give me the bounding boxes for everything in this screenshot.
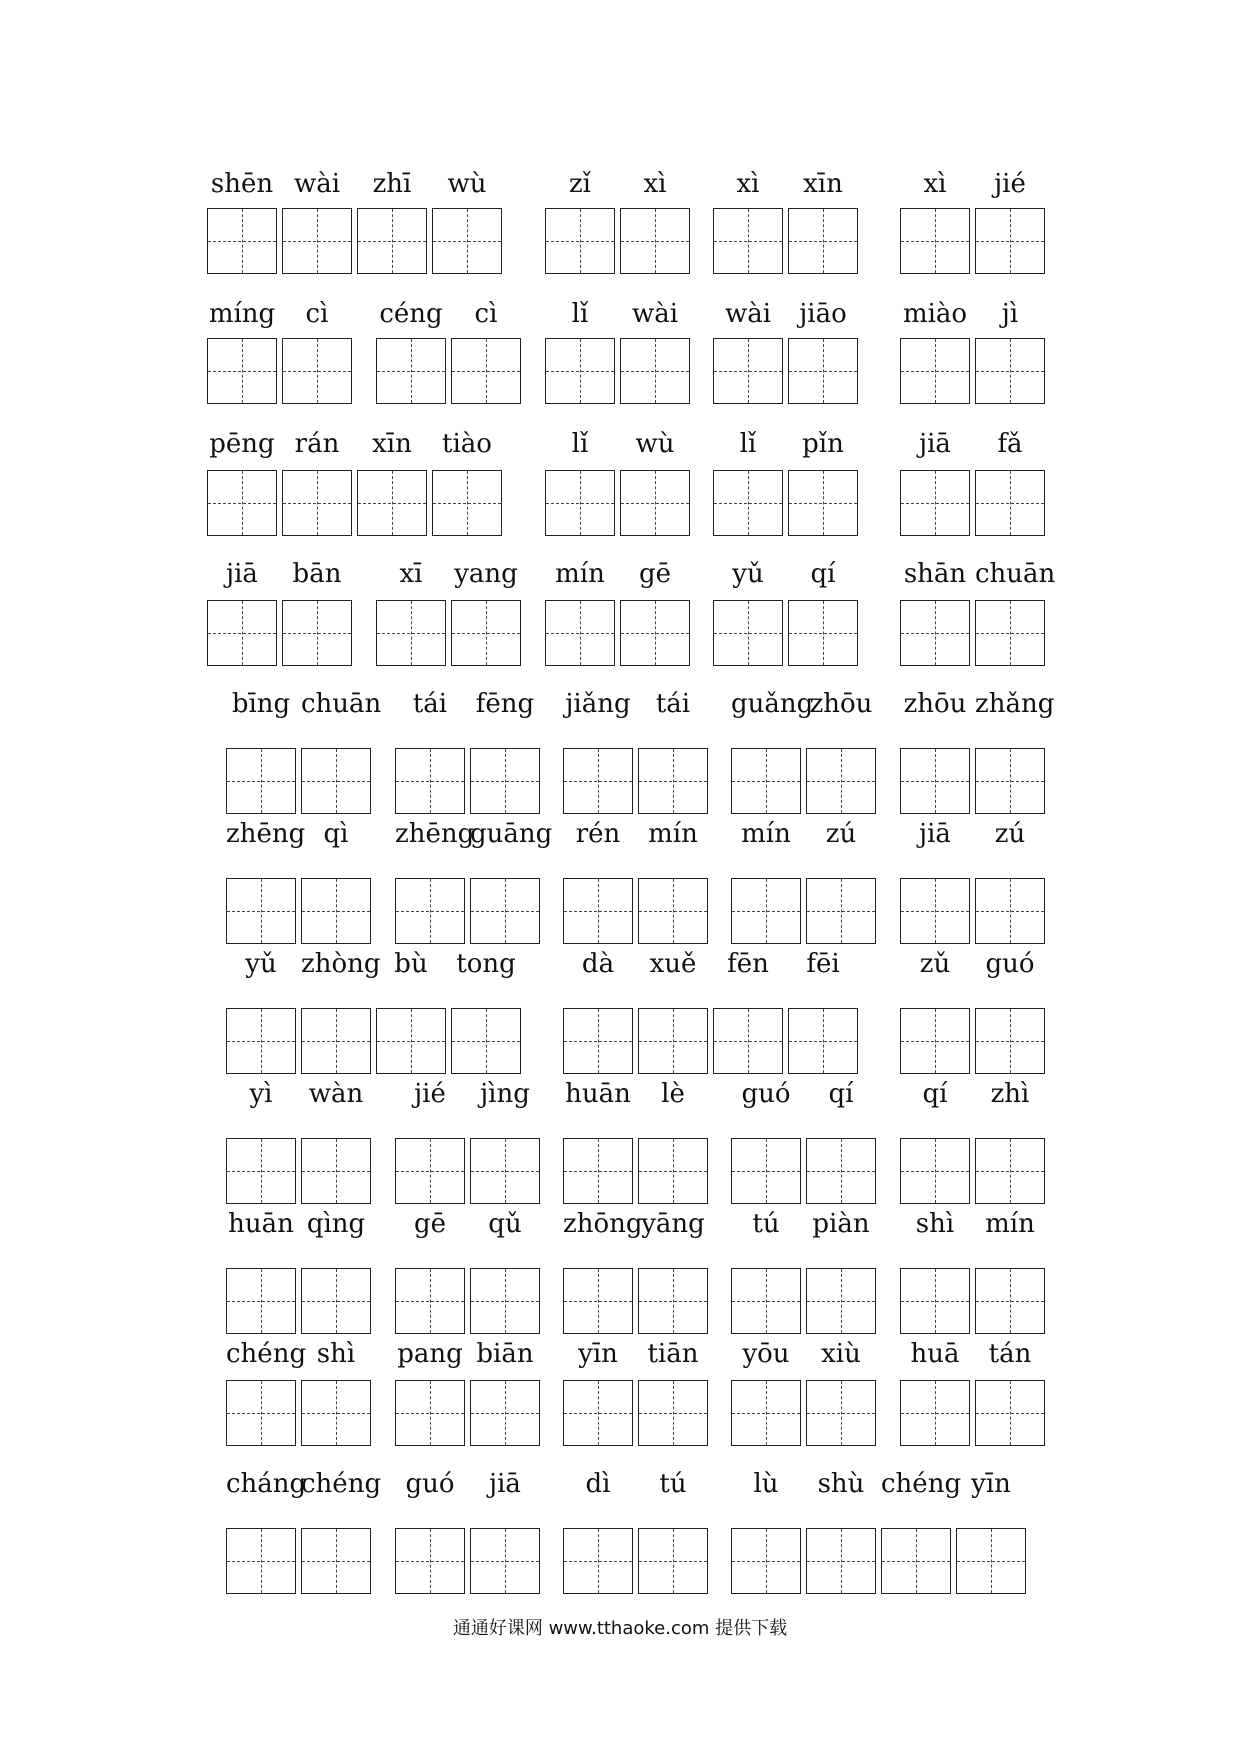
writing-grid-cell[interactable] <box>301 1138 371 1204</box>
writing-grid-cell[interactable] <box>470 1528 540 1594</box>
writing-grid-cell[interactable] <box>638 1380 708 1446</box>
writing-grid-cell[interactable] <box>713 208 783 274</box>
writing-grid-cell[interactable] <box>563 1268 633 1334</box>
writing-grid-cell[interactable] <box>900 748 970 814</box>
pinyin-label: yīn <box>578 1339 618 1369</box>
writing-grid-cell[interactable] <box>563 1380 633 1446</box>
pinyin-label: jiā <box>919 819 951 849</box>
writing-grid-cell[interactable] <box>563 748 633 814</box>
pinyin-label: yāng <box>641 1209 705 1239</box>
writing-grid-cell[interactable] <box>638 878 708 944</box>
writing-grid-cell[interactable] <box>563 1528 633 1594</box>
writing-grid-cell[interactable] <box>975 748 1045 814</box>
pinyin-label: yì <box>249 1079 273 1109</box>
writing-grid-cell[interactable] <box>638 1268 708 1334</box>
writing-grid-cell[interactable] <box>470 878 540 944</box>
pinyin-label: míng <box>208 299 276 329</box>
writing-grid-cell[interactable] <box>395 878 465 944</box>
writing-grid-cell[interactable] <box>975 338 1045 404</box>
pinyin-label: xī <box>399 559 423 589</box>
writing-grid-cell[interactable] <box>900 600 970 666</box>
writing-grid-cell[interactable] <box>731 878 801 944</box>
writing-grid-cell[interactable] <box>638 1138 708 1204</box>
pinyin-label: chéng <box>301 1469 382 1499</box>
pinyin-label: cì <box>474 299 498 329</box>
writing-grid-cell[interactable] <box>900 1380 970 1446</box>
pinyin-label: wù <box>635 429 675 459</box>
pinyin-label: zhōu <box>809 689 873 719</box>
writing-grid-cell[interactable] <box>301 1268 371 1334</box>
writing-grid-cell[interactable] <box>282 600 352 666</box>
pinyin-label: shù <box>817 1469 865 1499</box>
pinyin-label: dì <box>585 1469 611 1499</box>
writing-grid-cell[interactable] <box>357 470 427 536</box>
writing-grid-cell[interactable] <box>975 1380 1045 1446</box>
word-row <box>0 1464 1240 1594</box>
writing-grid-cell[interactable] <box>395 1138 465 1204</box>
writing-grid-cell[interactable] <box>731 1268 801 1334</box>
pinyin-label: jié <box>414 1079 446 1109</box>
writing-grid-cell[interactable] <box>282 208 352 274</box>
pinyin-label: fēng <box>475 689 535 719</box>
pinyin-label: qì <box>323 819 349 849</box>
pinyin-label: yǔ <box>245 949 277 979</box>
writing-grid-cell[interactable] <box>731 748 801 814</box>
pinyin-label: jiā <box>226 559 258 589</box>
writing-grid-cell[interactable] <box>563 1008 633 1074</box>
writing-grid-cell[interactable] <box>470 1380 540 1446</box>
writing-grid-cell[interactable] <box>881 1528 951 1594</box>
writing-grid-cell[interactable] <box>900 338 970 404</box>
pinyin-label: qìng <box>306 1209 366 1239</box>
pinyin-label: lù <box>753 1469 779 1499</box>
pinyin-label: fēn <box>727 949 769 979</box>
writing-grid-cell[interactable] <box>975 470 1045 536</box>
writing-grid-cell[interactable] <box>226 1380 296 1446</box>
writing-grid-cell[interactable] <box>207 470 277 536</box>
writing-grid-cell[interactable] <box>731 1528 801 1594</box>
pinyin-label: guó <box>405 1469 455 1499</box>
pinyin-label: huān <box>228 1209 294 1239</box>
pinyin-label: tiān <box>647 1339 699 1369</box>
pinyin-label: chéng <box>226 1339 307 1369</box>
pinyin-label: zhōng <box>563 1209 643 1239</box>
pinyin-label: zhì <box>990 1079 1030 1109</box>
writing-grid-cell[interactable] <box>395 1380 465 1446</box>
pinyin-label: miào <box>902 299 968 329</box>
pinyin-label: lǐ <box>571 299 589 329</box>
pinyin-label: zhēng <box>226 819 306 849</box>
writing-grid-cell[interactable] <box>900 1138 970 1204</box>
pinyin-label: pǐn <box>802 429 844 459</box>
writing-grid-cell[interactable] <box>900 470 970 536</box>
word-row <box>0 1334 1240 1446</box>
writing-grid-cell[interactable] <box>620 338 690 404</box>
pinyin-label: cì <box>305 299 329 329</box>
pinyin-label: tiào <box>442 429 492 459</box>
footer-credit: 通通好课网 www.tthaoke.com 提供下载 <box>452 1618 788 1639</box>
pinyin-label: guāng <box>470 819 553 849</box>
writing-grid-cell[interactable] <box>357 208 427 274</box>
word-row <box>0 814 1240 944</box>
word-row <box>0 684 1240 814</box>
pinyin-label: bān <box>292 559 342 589</box>
writing-grid-cell[interactable] <box>301 878 371 944</box>
pinyin-label: shì <box>915 1209 955 1239</box>
writing-grid-cell[interactable] <box>713 600 783 666</box>
pinyin-label: yōu <box>742 1339 790 1369</box>
writing-grid-cell[interactable] <box>301 1008 371 1074</box>
pinyin-label: zú <box>994 819 1026 849</box>
pinyin-label: lǐ <box>571 429 589 459</box>
pinyin-label: tán <box>988 1339 1032 1369</box>
pinyin-label: wàn <box>308 1079 364 1109</box>
pinyin-label: wài <box>293 169 341 199</box>
pinyin-label: rán <box>294 429 340 459</box>
pinyin-label: mín <box>555 559 605 589</box>
pinyin-label: rén <box>575 819 621 849</box>
pinyin-label: xì <box>736 169 760 199</box>
writing-grid-cell[interactable] <box>806 1268 876 1334</box>
word-row <box>0 554 1240 666</box>
pinyin-label: qí <box>922 1079 948 1109</box>
pinyin-label: xì <box>923 169 947 199</box>
writing-grid-cell[interactable] <box>207 338 277 404</box>
writing-grid-cell[interactable] <box>975 600 1045 666</box>
pinyin-label: wù <box>447 169 487 199</box>
writing-grid-cell[interactable] <box>975 208 1045 274</box>
pinyin-label: zǔ <box>919 949 951 979</box>
writing-grid-cell[interactable] <box>620 208 690 274</box>
writing-grid-cell[interactable] <box>395 748 465 814</box>
writing-grid-cell[interactable] <box>956 1528 1026 1594</box>
writing-grid-cell[interactable] <box>226 1138 296 1204</box>
pinyin-label: wài <box>631 299 679 329</box>
pinyin-label: lǐ <box>739 429 757 459</box>
pinyin-label: chuān <box>975 559 1056 589</box>
writing-grid-cell[interactable] <box>301 1380 371 1446</box>
pinyin-label: guó <box>985 949 1035 979</box>
pinyin-label: qí <box>828 1079 854 1109</box>
pinyin-label: pēng <box>209 429 275 459</box>
writing-grid-cell[interactable] <box>282 338 352 404</box>
pinyin-label: huā <box>910 1339 960 1369</box>
pinyin-label: zhī <box>372 169 412 199</box>
writing-grid-cell[interactable] <box>470 748 540 814</box>
writing-grid-cell[interactable] <box>806 878 876 944</box>
writing-grid-cell[interactable] <box>376 1008 446 1074</box>
pinyin-label: fēi <box>806 949 840 979</box>
pinyin-label: chéng <box>881 1469 962 1499</box>
writing-grid-cell[interactable] <box>900 1008 970 1074</box>
pinyin-label: jìng <box>480 1079 530 1109</box>
pinyin-label: shān <box>903 559 967 589</box>
writing-grid-cell[interactable] <box>900 1268 970 1334</box>
writing-grid-cell[interactable] <box>207 208 277 274</box>
pinyin-label: yǔ <box>732 559 764 589</box>
writing-grid-cell[interactable] <box>788 600 858 666</box>
pinyin-label: zhōu <box>903 689 967 719</box>
writing-grid-cell[interactable] <box>620 470 690 536</box>
writing-grid-cell[interactable] <box>975 1268 1045 1334</box>
writing-grid-cell[interactable] <box>638 748 708 814</box>
writing-grid-cell[interactable] <box>226 748 296 814</box>
writing-grid-cell[interactable] <box>545 470 615 536</box>
pinyin-label: qí <box>810 559 836 589</box>
pinyin-label: bù <box>394 949 428 979</box>
pinyin-label: jiǎng <box>565 689 631 719</box>
pinyin-label: tái <box>412 689 448 719</box>
pinyin-label: mín <box>985 1209 1035 1239</box>
pinyin-label: fǎ <box>997 429 1023 459</box>
pinyin-label: tú <box>659 1469 687 1499</box>
pinyin-label: bīng <box>231 689 291 719</box>
pinyin-label: zhǎng <box>975 689 1055 719</box>
writing-grid-cell[interactable] <box>226 878 296 944</box>
writing-grid-cell[interactable] <box>713 1008 783 1074</box>
pinyin-label: zhēng <box>395 819 475 849</box>
writing-grid-cell[interactable] <box>638 1008 708 1074</box>
pinyin-label: tú <box>752 1209 780 1239</box>
pinyin-label: shēn <box>210 169 274 199</box>
word-row <box>0 164 1240 274</box>
writing-grid-cell[interactable] <box>226 1268 296 1334</box>
writing-grid-cell[interactable] <box>713 470 783 536</box>
writing-grid-cell[interactable] <box>226 1528 296 1594</box>
writing-grid-cell[interactable] <box>451 338 521 404</box>
writing-grid-cell[interactable] <box>620 600 690 666</box>
pinyin-label: zú <box>825 819 857 849</box>
pinyin-label: yīn <box>971 1469 1011 1499</box>
writing-grid-cell[interactable] <box>376 600 446 666</box>
writing-grid-cell[interactable] <box>545 338 615 404</box>
pinyin-label: zhòng <box>301 949 381 979</box>
pinyin-label: chuān <box>301 689 382 719</box>
pinyin-label: zǐ <box>568 169 591 199</box>
pinyin-label: biān <box>476 1339 534 1369</box>
writing-grid-cell[interactable] <box>731 1380 801 1446</box>
writing-grid-cell[interactable] <box>432 208 502 274</box>
writing-grid-cell[interactable] <box>975 1008 1045 1074</box>
word-row <box>0 294 1240 404</box>
pinyin-label: piàn <box>812 1209 870 1239</box>
writing-grid-cell[interactable] <box>545 600 615 666</box>
pinyin-label: céng <box>379 299 443 329</box>
word-row <box>0 1204 1240 1334</box>
writing-grid-cell[interactable] <box>432 470 502 536</box>
word-row <box>0 1074 1240 1204</box>
writing-grid-cell[interactable] <box>900 878 970 944</box>
writing-grid-cell[interactable] <box>376 338 446 404</box>
writing-grid-cell[interactable] <box>806 1528 876 1594</box>
writing-grid-cell[interactable] <box>563 878 633 944</box>
writing-grid-cell[interactable] <box>975 1138 1045 1204</box>
pinyin-label: shì <box>316 1339 356 1369</box>
writing-grid-cell[interactable] <box>301 748 371 814</box>
writing-grid-cell[interactable] <box>451 1008 521 1074</box>
writing-grid-cell[interactable] <box>975 878 1045 944</box>
writing-grid-cell[interactable] <box>226 1008 296 1074</box>
pinyin-label: tong <box>456 949 516 979</box>
word-row <box>0 944 1240 1074</box>
writing-grid-cell[interactable] <box>806 1380 876 1446</box>
pinyin-label: guó <box>741 1079 791 1109</box>
writing-grid-cell[interactable] <box>638 1528 708 1594</box>
writing-grid-cell[interactable] <box>395 1528 465 1594</box>
writing-grid-cell[interactable] <box>806 748 876 814</box>
writing-grid-cell[interactable] <box>207 600 277 666</box>
pinyin-label: xīn <box>803 169 843 199</box>
pinyin-label: xì <box>643 169 667 199</box>
pinyin-label: lè <box>661 1079 685 1109</box>
writing-grid-cell[interactable] <box>282 470 352 536</box>
word-row <box>0 424 1240 536</box>
pinyin-label: guǎng <box>731 689 814 719</box>
writing-grid-cell[interactable] <box>301 1528 371 1594</box>
pinyin-label: jié <box>994 169 1026 199</box>
pinyin-label: cháng <box>226 1469 307 1499</box>
pinyin-label: pang <box>397 1339 463 1369</box>
writing-grid-cell[interactable] <box>806 1138 876 1204</box>
writing-grid-cell[interactable] <box>788 1008 858 1074</box>
pinyin-label: jiā <box>489 1469 521 1499</box>
pinyin-label: xīn <box>372 429 412 459</box>
pinyin-label: gē <box>638 559 672 589</box>
pinyin-label: mín <box>741 819 791 849</box>
pinyin-label: qǔ <box>488 1209 522 1239</box>
writing-grid-cell[interactable] <box>395 1268 465 1334</box>
writing-grid-cell[interactable] <box>451 600 521 666</box>
pinyin-label: huān <box>565 1079 631 1109</box>
writing-grid-cell[interactable] <box>731 1138 801 1204</box>
writing-grid-cell[interactable] <box>788 470 858 536</box>
pinyin-label: tái <box>655 689 691 719</box>
writing-grid-cell[interactable] <box>470 1138 540 1204</box>
writing-grid-cell[interactable] <box>713 338 783 404</box>
writing-grid-cell[interactable] <box>788 338 858 404</box>
writing-grid-cell[interactable] <box>470 1268 540 1334</box>
pinyin-label: dà <box>581 949 615 979</box>
writing-grid-cell[interactable] <box>563 1138 633 1204</box>
pinyin-label: mín <box>648 819 698 849</box>
writing-grid-cell[interactable] <box>788 208 858 274</box>
pinyin-label: xiù <box>821 1339 861 1369</box>
pinyin-label: gē <box>413 1209 447 1239</box>
pinyin-label: jiāo <box>799 299 847 329</box>
pinyin-label: jì <box>1001 299 1019 329</box>
pinyin-label: xuě <box>649 949 697 979</box>
pinyin-label: wài <box>724 299 772 329</box>
pinyin-label: jiā <box>919 429 951 459</box>
writing-grid-cell[interactable] <box>900 208 970 274</box>
writing-grid-cell[interactable] <box>545 208 615 274</box>
pinyin-label: yang <box>454 559 518 589</box>
